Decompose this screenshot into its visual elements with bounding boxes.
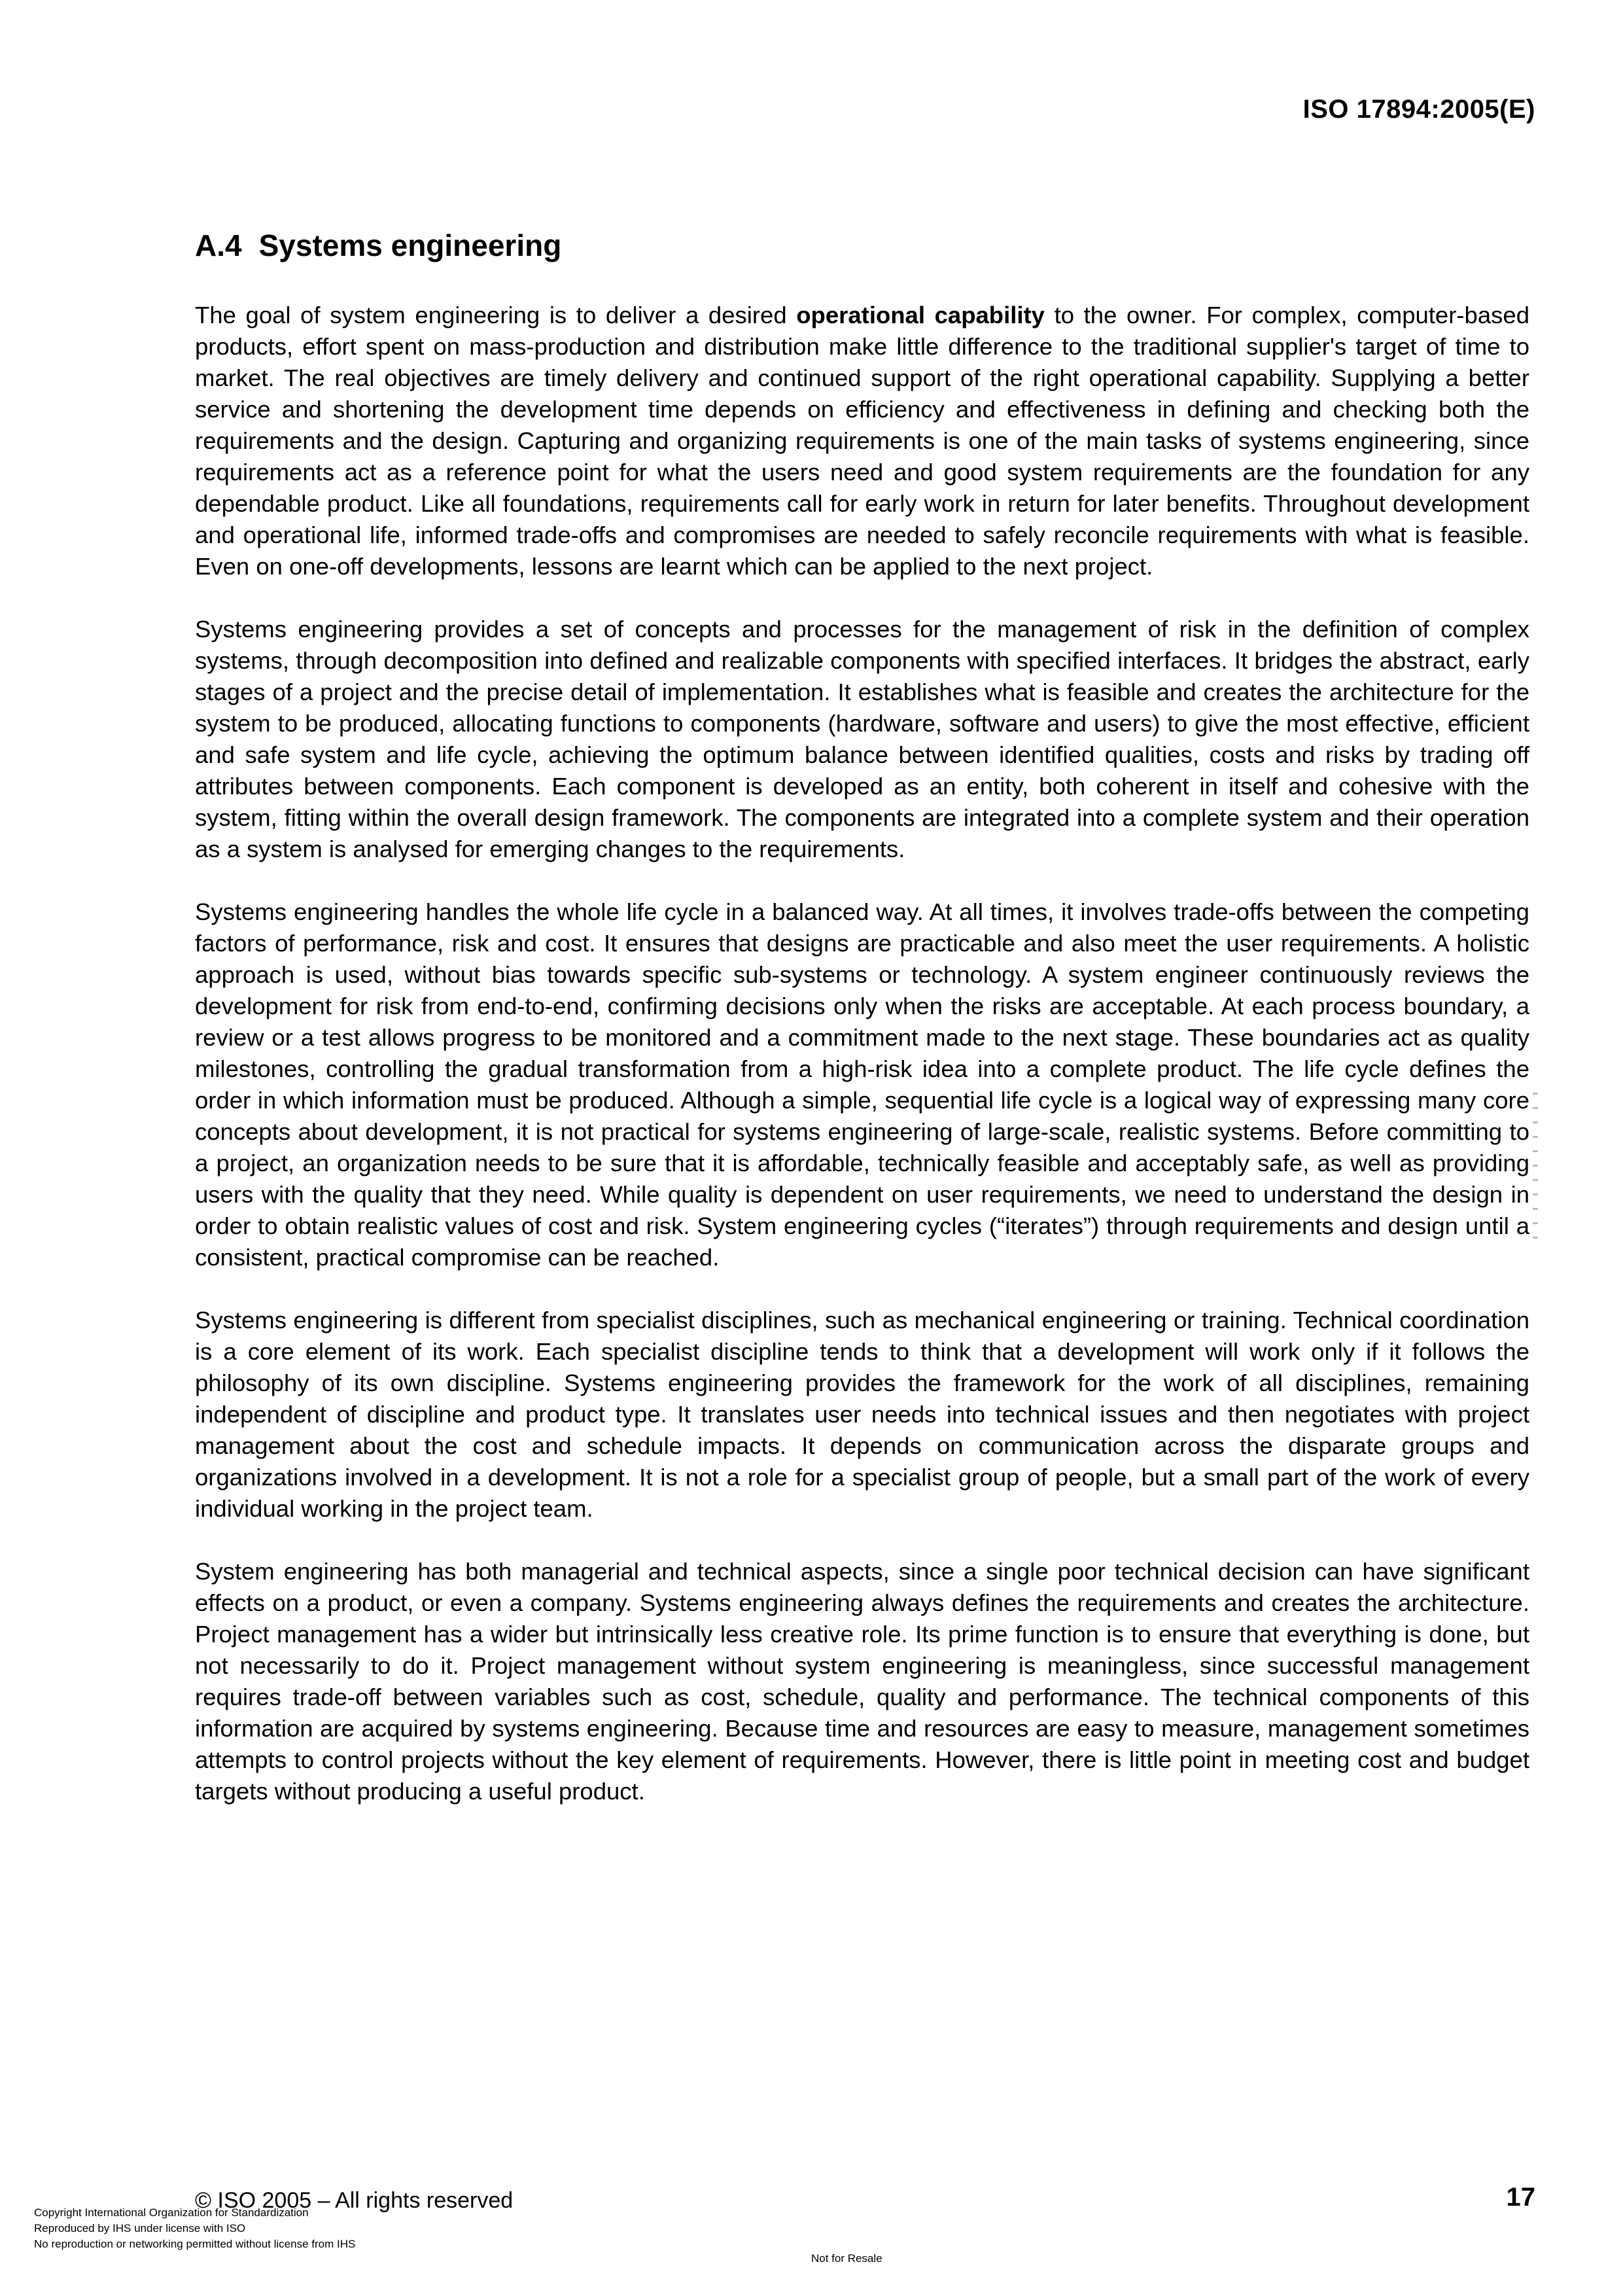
- document-id: ISO 17894:2005(E): [1302, 95, 1535, 124]
- copyright-notice: © ISO 2005 – All rights reserved: [195, 2188, 514, 2213]
- paragraph-5: System engineering has both managerial and technical aspects, since a single poor technical decision can have significant effects on a product, or even a company. Systems engineering always defines the requirements and creates the architecture. Project management has a wider but intrinsically less creative role. Its prime function is to ensure that everything is done, but not necessarily to do it. Project management without system engineering is meaningless, since successful management requires trade-off between variables such as cost, schedule, quality and performance. The technical components of this information are acquired by systems engineering. Because time and resources are easy to measure, management sometimes attempts to control projects without the key element of requirements. However, there is little point in meeting cost and budget targets without producing a useful product.: [195, 1558, 1529, 1805]
- section-title-text: Systems engineering: [258, 228, 562, 262]
- margin-marks: [1533, 1093, 1538, 1250]
- license-line: No reproduction or networking permitted without license from IHS: [34, 2238, 356, 2250]
- license-stamp: [34, 2205, 355, 2252]
- paragraph-1: [195, 300, 1529, 582]
- paragraph-1-rest: to the owner. For complex, computer-based products, effort spent on mass-production and distribution make little difference to the traditional supplier's target of time to market. The real objectives are timely delivery and continued support of the right operational capability. Supplying a better service and shortening the development time depends on efficiency and effectiveness in defining and checking both the requirements and the design. Capturing and organizing requirements is one of the main tasks of systems engineering, since requirements act as a reference point for what the users need and good system requirements are the foundation for any dependable product. Like all foundations, requirements call for early work in return for later benefits. Throughout development and operational life, informed trade-offs and compromises are needed to safely reconcile requirements with what is feasible. Even on one-off developments, lessons are learnt which can be applied to the next project.: [195, 302, 1529, 580]
- section-number: A.4: [195, 228, 242, 262]
- paragraph-3: Systems engineering handles the whole life cycle in a balanced way. At all times, it involves trade-offs between the competing factors of performance, risk and cost. It ensures that designs are practicable and also meet the user requirements. A holistic approach is used, without bias towards specific sub-systems or technology. A system engineer continuously reviews the development for risk from end-to-end, confirming decisions only when the risks are acceptable. At each process boundary, a review or a test allows progress to be monitored and a commitment made to the next stage. These boundaries act as quality milestones, controlling the gradual transformation from a high-risk idea into a complete product. The life cycle defines the order in which information must be produced. Although a simple, sequential life cycle is a logical way of expressing many core concepts about development, it is not practical for systems engineering of large-scale, realistic systems. Before committing to a project, an organization needs to be sure that it is affordable, technically feasible and acceptably safe, as well as providing users with the quality that they need. While quality is dependent on user requirements, we need to understand the design in order to obtain realistic values of cost and risk. System engineering cycles (“iterates”) through requirements and design until a consistent, practical compromise can be reached.: [195, 898, 1529, 1271]
- not-for-resale-note: Not for Resale: [811, 2252, 882, 2265]
- license-line: Copyright International Organization for Standardization: [34, 2206, 309, 2219]
- paragraph-1-lead: The goal of system engineering is to deliver a desired: [195, 302, 797, 328]
- paragraph-4: Systems engineering is different from specialist disciplines, such as mechanical engineering or training. Technical coordination is a core element of its work. Each specialist discipline tends to think that a development will work only if it follows the philosophy of its own discipline. Systems engineering provides the framework for the work of all disciplines, remaining independent of discipline and product type. It translates user needs into technical issues and then negotiates with project management about the cost and schedule impacts. It depends on communication across the disparate groups and organizations involved in a development. It is not a role for a specialist group of people, but a small part of the work of every individual working in the project team.: [195, 1307, 1529, 1522]
- emphasis-operational-capability: operational capability: [796, 302, 1045, 328]
- section-heading: [195, 228, 561, 263]
- body-text: [195, 300, 1529, 1839]
- paragraph-2: Systems engineering provides a set of concepts and processes for the management of risk in the definition of complex systems, through decomposition into defined and realizable components with specified interfaces. It bridges the abstract, early stages of a project and the precise detail of implementation. It establishes what is feasible and creates the architecture for the system to be produced, allocating functions to components (hardware, software and users) to give the most effective, efficient and safe system and life cycle, achieving the optimum balance between identified qualities, costs and risks by trading off attributes between components. Each component is developed as an entity, both coherent in itself and cohesive with the system, fitting within the overall design framework. The components are integrated into a complete system and their operation as a system is analysed for emerging changes to the requirements.: [195, 616, 1529, 862]
- license-line: Reproduced by IHS under license with ISO: [34, 2222, 246, 2234]
- page-number: 17: [1506, 2183, 1535, 2212]
